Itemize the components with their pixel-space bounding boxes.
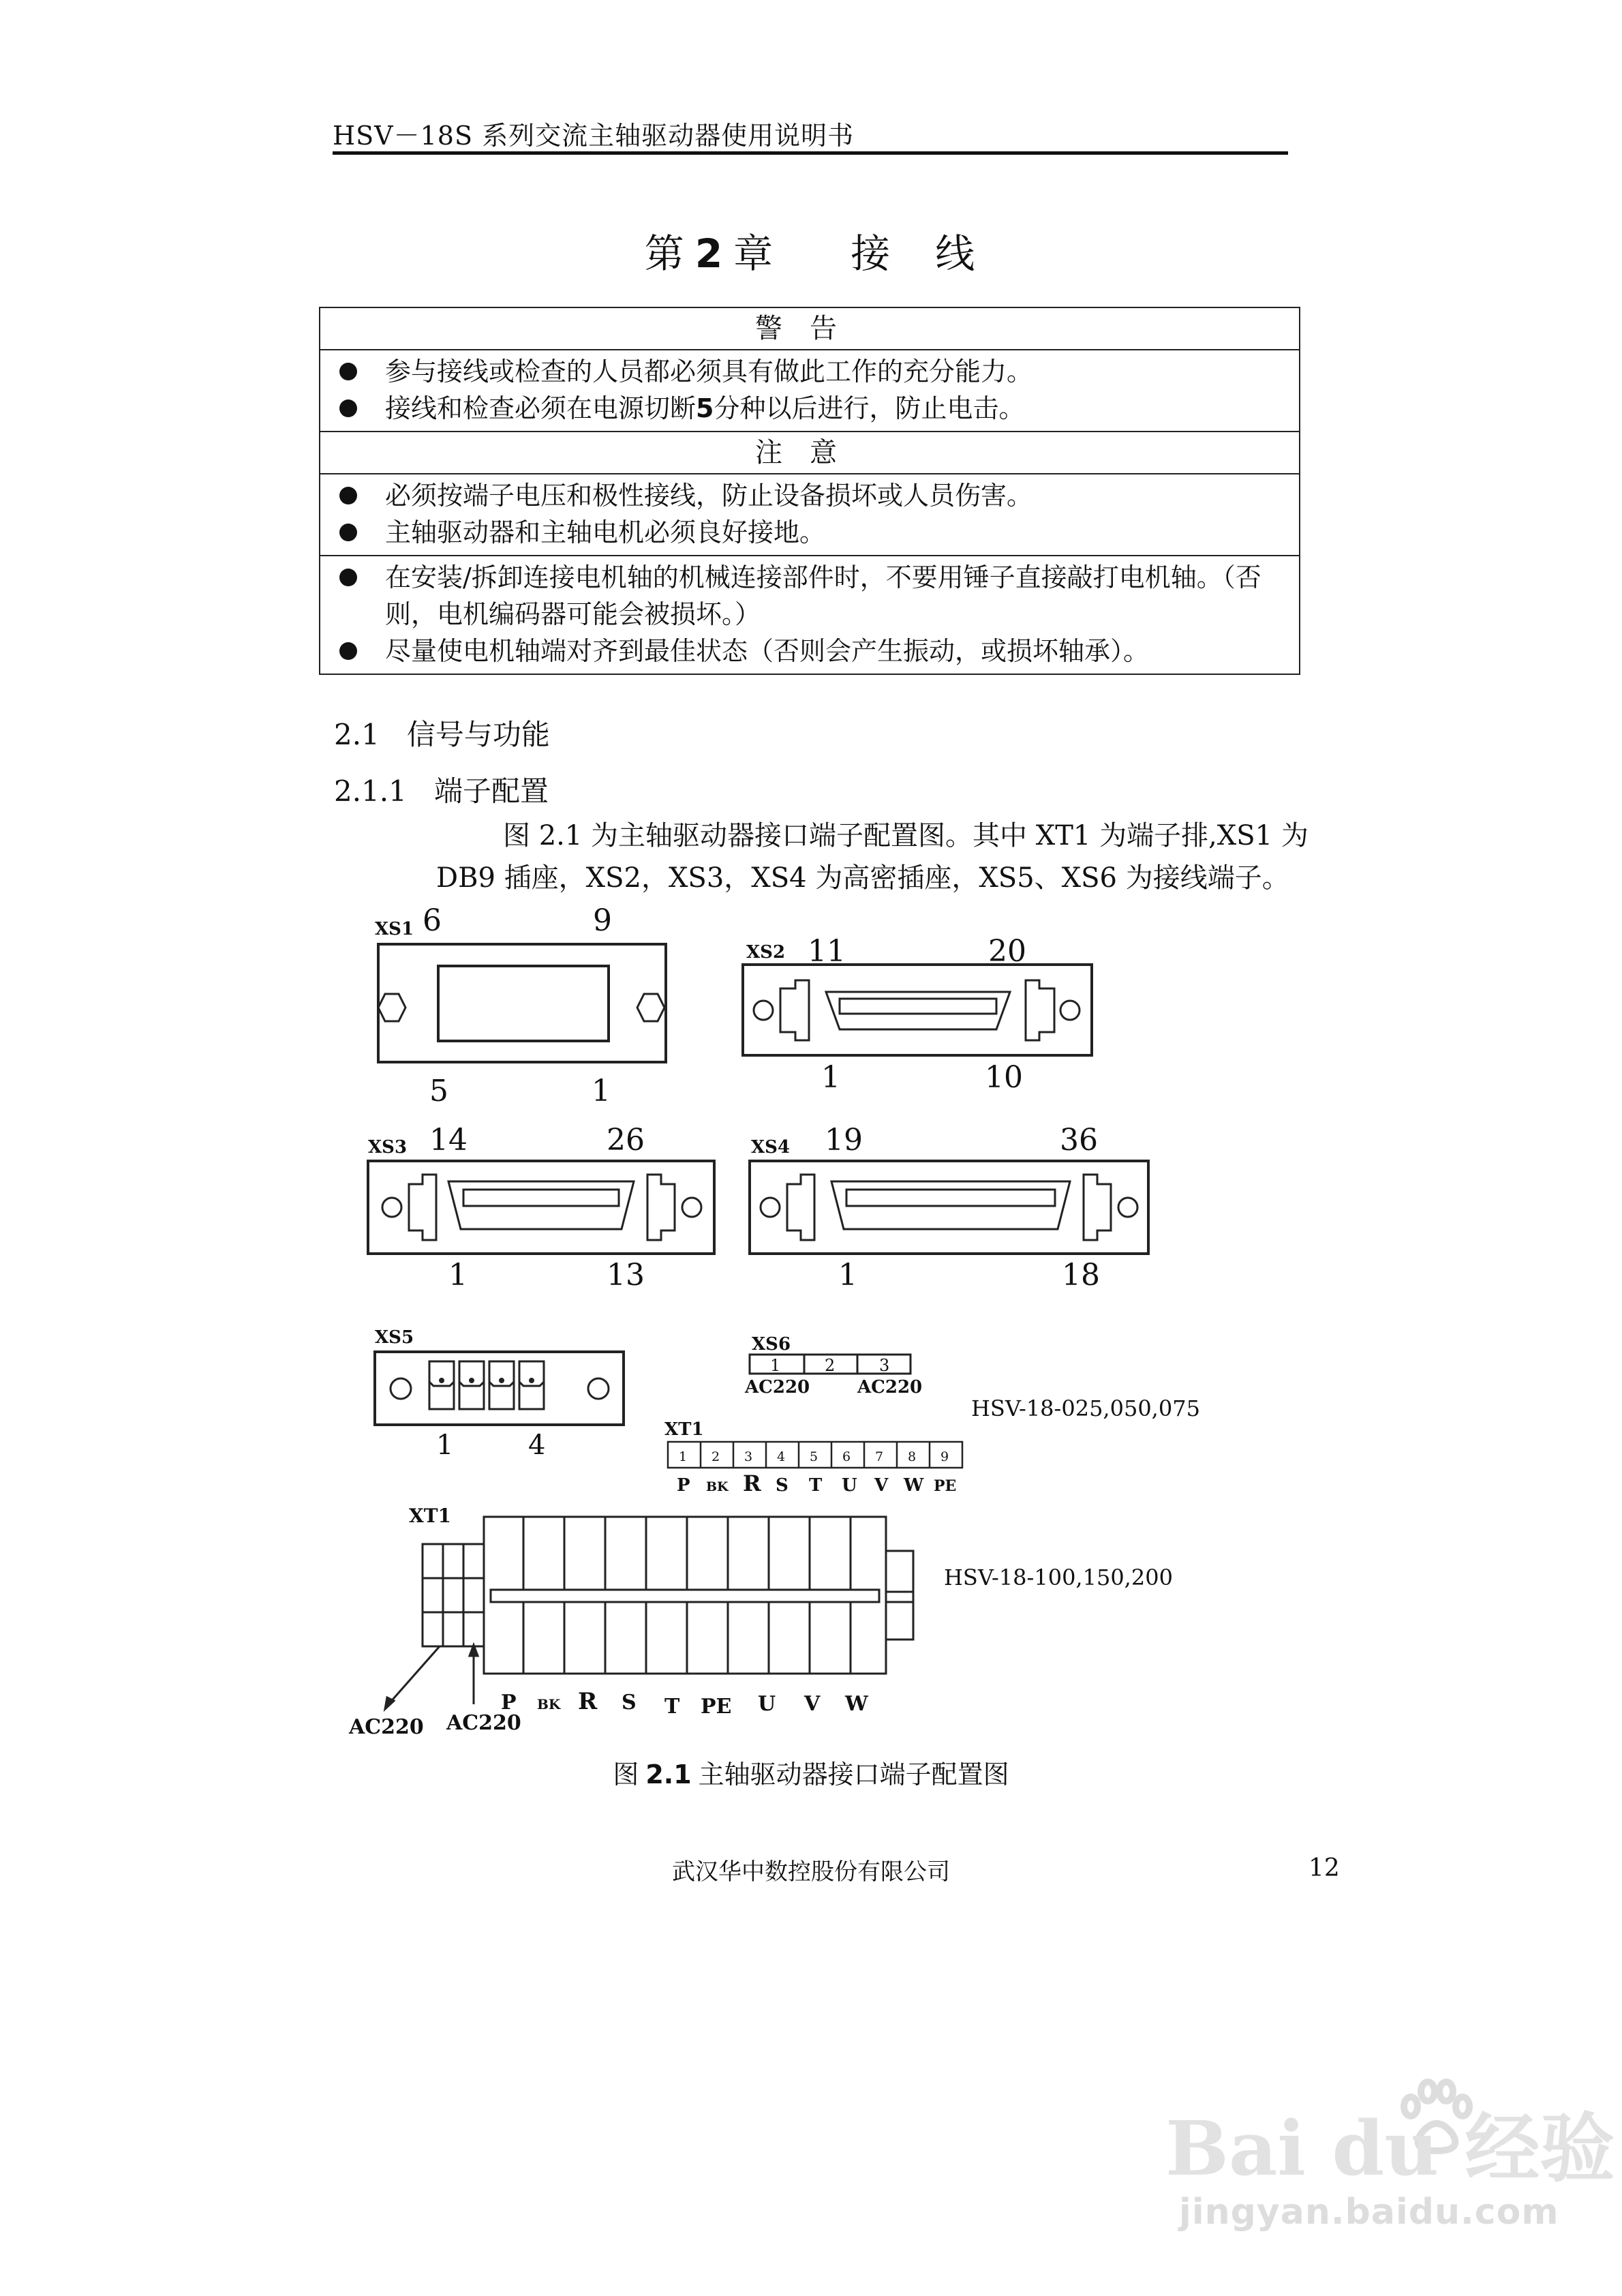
xs3-pin-label: 26	[607, 1123, 645, 1158]
xs5-connector	[375, 1352, 624, 1425]
xs4-pin-label: 1	[838, 1258, 857, 1293]
xt1-small-pin: 4	[777, 1449, 786, 1464]
xs2-pin-label: 20	[988, 934, 1026, 969]
xt1-small-terminal-label: T	[809, 1475, 823, 1496]
xs6-pin-label: 2	[825, 1356, 836, 1375]
warning-item: 接线和检查必须在电源切断5分种以后进行，防止电击。	[320, 390, 1299, 427]
xs3-pin-label: 13	[607, 1258, 645, 1293]
xt1-large-terminal-label: BK	[537, 1696, 561, 1712]
warning-item: 参与接线或检查的人员都必须具有做此工作的充分能力。	[320, 353, 1299, 390]
caution-heading: 注意	[320, 432, 1299, 474]
baidu-jingyan-watermark	[1152, 2018, 1615, 2263]
xt1-large-terminal-label: P	[501, 1691, 517, 1715]
bullet-icon	[339, 399, 357, 417]
terminal-configuration-figure	[334, 903, 1377, 1742]
chapter-number: 2	[694, 230, 726, 277]
xt1-small-terminal-label: U	[842, 1475, 857, 1496]
xs2-pin-label: 10	[985, 1060, 1023, 1095]
bullet-icon	[339, 642, 357, 660]
model-label-small: HSV-18-025,050,075	[971, 1395, 1200, 1421]
ac220-left-label: AC220	[349, 1715, 424, 1739]
xs1-label: XS1	[375, 919, 414, 939]
xt1-small-pin: 9	[940, 1449, 949, 1464]
xt1-small-terminal-label: PE	[934, 1477, 957, 1495]
xs4-label: XS4	[751, 1137, 791, 1158]
xt1-small-pin: 6	[842, 1449, 851, 1464]
xs3-connector	[368, 1161, 714, 1254]
footer-company: 武汉华中数控股份有限公司	[672, 1858, 950, 1886]
xs2-pin-label: 1	[821, 1060, 840, 1095]
xs6-label: XS6	[752, 1334, 791, 1355]
xt1-small-terminal-label: R	[743, 1470, 761, 1496]
xs4-pin-label: 36	[1060, 1123, 1098, 1158]
xt1-small-terminal-label: W	[904, 1475, 924, 1496]
bullet-icon	[339, 524, 357, 541]
caution-item: 必须按端子电压和极性接线，防止设备损坏或人员伤害。	[320, 477, 1299, 514]
xt1-large-label: XT1	[409, 1505, 452, 1527]
xt1-small-terminal-label: P	[677, 1475, 690, 1496]
xs6-pin-label: 3	[879, 1356, 890, 1375]
xt1-large-terminal-label: U	[758, 1692, 776, 1716]
caution-group	[320, 474, 1299, 556]
subsection-heading: 2.1.1 端子配置	[334, 774, 549, 808]
baidu-logo-icon	[1165, 2059, 1615, 2195]
xt1-small-pin: 7	[875, 1449, 884, 1464]
caution-item: 在安装/拆卸连接电机轴的机械连接部件时，不要用锤子直接敲打电机轴。（否则，电机编码器可能会被损坏。）	[320, 559, 1299, 633]
xs2-label: XS2	[746, 942, 786, 963]
page-number: 12	[1309, 1854, 1340, 1882]
chapter-name: 接 线	[851, 230, 978, 277]
xt1-large-terminal-label: PE	[701, 1695, 732, 1719]
section-heading: 2.1 信号与功能	[334, 718, 550, 751]
warning-group	[320, 350, 1299, 432]
caution-item: 主轴驱动器和主轴电机必须良好接地。	[320, 514, 1299, 551]
xt1-small-terminal-label: S	[776, 1475, 789, 1496]
xs3-pin-label: 14	[429, 1123, 468, 1158]
xs6-pin-label: 1	[770, 1356, 781, 1375]
xs1-pin-label: 1	[592, 1074, 611, 1108]
xt1-small-pin: 8	[908, 1449, 917, 1464]
notice-table	[319, 307, 1300, 675]
figure-caption: 图 2.1 主轴驱动器接口端子配置图	[613, 1759, 1009, 1789]
ac220-right-label: AC220	[446, 1711, 521, 1735]
document-header-title: HSV－18S 系列交流主轴驱动器使用说明书	[333, 121, 855, 151]
xs3-pin-label: 1	[448, 1258, 468, 1293]
chapter-suffix: 章	[733, 230, 776, 277]
xt1-small-pin: 1	[679, 1449, 688, 1464]
xs2-pin-label: 11	[808, 934, 846, 969]
body-paragraph: 图 2.1 为主轴驱动器接口端子配置图。其中 XT1 为端子排,XS1 为 DB9 插座，XS2，XS3，XS4 为高密插座，XS5、XS6 为接线端子。	[436, 820, 1309, 894]
xs1-pin-label: 5	[429, 1074, 448, 1108]
xt1-small-pin: 2	[711, 1449, 720, 1464]
xs1-pin-label: 9	[593, 903, 612, 938]
xs4-connector	[750, 1161, 1148, 1254]
extra-group	[320, 556, 1299, 674]
bullet-icon	[339, 569, 357, 586]
warning-heading: 警告	[320, 308, 1299, 350]
bullet-icon	[339, 487, 357, 504]
xt1-small-pin: 5	[810, 1449, 818, 1464]
xs5-pin-label: 4	[528, 1430, 546, 1461]
xs5-pin-label: 1	[436, 1430, 454, 1461]
xs4-pin-label: 19	[825, 1123, 863, 1158]
watermark-logo-text: Bai du 经验	[1165, 2104, 1615, 2192]
xs5-label: XS5	[375, 1327, 414, 1348]
xt1-large-terminal-label: W	[845, 1692, 868, 1716]
xs1-pin-label: 6	[423, 903, 442, 938]
header-rule	[333, 151, 1288, 155]
model-label-large: HSV-18-100,150,200	[944, 1565, 1173, 1590]
xs6-right-label: AC220	[857, 1377, 923, 1398]
xs4-pin-label: 18	[1062, 1258, 1100, 1293]
xt1-large-terminal-label: R	[578, 1688, 598, 1715]
xs2-connector	[743, 965, 1092, 1055]
xt1-small-pin: 3	[744, 1449, 753, 1464]
watermark-url: jingyan.baidu.com	[1179, 2192, 1559, 2233]
xt1-large-terminal	[385, 1517, 913, 1709]
chapter-prefix: 第	[644, 230, 687, 277]
xt1-large-terminal-label: T	[664, 1695, 680, 1719]
xs1-connector	[378, 944, 666, 1062]
chapter-title	[0, 222, 1622, 279]
bullet-icon	[339, 363, 357, 380]
caution-item: 尽量使电机轴端对齐到最佳状态（否则会产生振动，或损坏轴承）。	[320, 633, 1299, 669]
xt1-small-terminal-label: V	[874, 1475, 889, 1496]
xt1-large-terminal-label: S	[622, 1691, 637, 1715]
xt1-small-terminal-label: BK	[706, 1479, 729, 1494]
xt1-large-terminal-label: V	[804, 1692, 821, 1716]
xs3-label: XS3	[368, 1137, 408, 1158]
xs6-left-label: AC220	[745, 1377, 810, 1398]
xt1-small-label: XT1	[664, 1419, 704, 1440]
